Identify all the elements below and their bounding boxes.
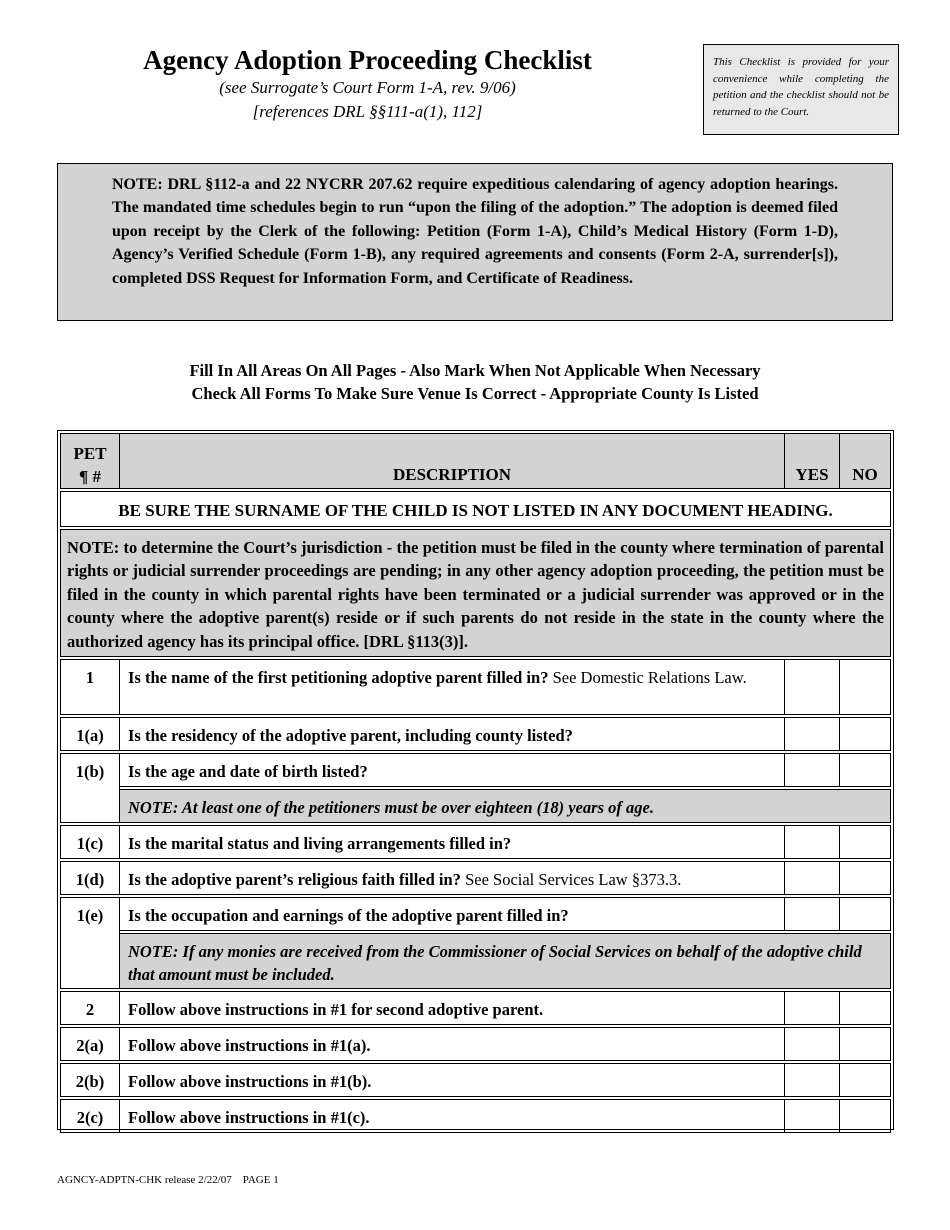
row-number: 1(a) xyxy=(60,717,120,751)
note-row xyxy=(60,933,891,989)
row-question: Is the age and date of birth listed? xyxy=(128,762,368,781)
table-row xyxy=(60,753,891,787)
note-row xyxy=(60,789,891,823)
no-checkbox[interactable] xyxy=(840,991,891,1025)
no-checkbox[interactable] xyxy=(840,717,891,751)
statute-reference: [references DRL §§111-a(1), 112] xyxy=(252,102,483,121)
convenience-notice-box: This Checklist is provided for your convenience while completing the petition and the checklist should not be returned to the Court. xyxy=(703,44,899,135)
table-row xyxy=(60,991,891,1025)
monies-note: NOTE: If any monies are received from the Commissioner of Social Services on behalf of the adoptive child that amount must be included. xyxy=(120,933,891,989)
header-yes: YES xyxy=(785,433,840,489)
jurisdiction-note-row xyxy=(60,529,891,657)
yes-checkbox[interactable] xyxy=(785,1027,840,1061)
row-reference: See Domestic Relations Law. xyxy=(548,668,747,687)
no-checkbox[interactable] xyxy=(840,1099,891,1133)
row-question: Is the occupation and earnings of the adoptive parent filled in? xyxy=(128,906,569,925)
row-number: 1(e) xyxy=(60,897,120,989)
page-title: Agency Adoption Proceeding Checklist xyxy=(143,45,592,75)
surname-warning: BE SURE THE SURNAME OF THE CHILD IS NOT LISTED IN ANY DOCUMENT HEADING. xyxy=(60,491,891,527)
table-row xyxy=(60,861,891,895)
row-number: 1 xyxy=(60,659,120,715)
checklist-table-frame xyxy=(57,430,894,1130)
row-description xyxy=(120,1063,785,1097)
row-number: 2(c) xyxy=(60,1099,120,1133)
row-description xyxy=(120,1099,785,1133)
no-checkbox[interactable] xyxy=(840,861,891,895)
row-description xyxy=(120,753,785,787)
table-row xyxy=(60,825,891,859)
page-footer: AGNCY-ADPTN-CHK release 2/22/07 PAGE 1 xyxy=(57,1174,279,1186)
instruction-line-1: Fill In All Areas On All Pages - Also Mark When Not Applicable When Necessary xyxy=(189,361,761,380)
row-description xyxy=(120,825,785,859)
yes-checkbox[interactable] xyxy=(785,717,840,751)
row-question: Follow above instructions in #1(b). xyxy=(128,1072,372,1091)
instruction-line-2: Check All Forms To Make Sure Venue Is Correct - Appropriate County Is Listed xyxy=(191,384,759,403)
jurisdiction-note: NOTE: to determine the Court’s jurisdiction - the petition must be filed in the county where termination of parental rights or judicial surrender proceedings are pending; in any other agency adoption proceeding, the petition must be filed in the county in which parental rights have been terminated or a judicial surrender was approved or in the county where the adoptive parent(s) reside or if such parents do not reside in the state in the county where the authorized agency has its principal office. [DRL §113(3)]. xyxy=(60,529,891,657)
row-number: 2(a) xyxy=(60,1027,120,1061)
row-description xyxy=(120,897,785,931)
table-row xyxy=(60,1027,891,1061)
no-checkbox[interactable] xyxy=(840,897,891,931)
row-description xyxy=(120,717,785,751)
no-checkbox[interactable] xyxy=(840,825,891,859)
row-reference: See Social Services Law §373.3. xyxy=(460,870,682,889)
table-row xyxy=(60,1099,891,1133)
no-checkbox[interactable] xyxy=(840,1063,891,1097)
row-number: 2 xyxy=(60,991,120,1025)
table-row xyxy=(60,659,891,715)
age-note: NOTE: At least one of the petitioners must be over eighteen (18) years of age. xyxy=(120,789,891,823)
row-description xyxy=(120,1027,785,1061)
no-checkbox[interactable] xyxy=(840,753,891,787)
yes-checkbox[interactable] xyxy=(785,753,840,787)
header-description: DESCRIPTION xyxy=(120,433,785,489)
row-number: 2(b) xyxy=(60,1063,120,1097)
row-question: Is the marital status and living arrangements filled in? xyxy=(128,834,512,853)
row-question: Is the name of the first petitioning adoptive parent filled in? xyxy=(128,668,549,687)
table-row xyxy=(60,717,891,751)
table-row xyxy=(60,897,891,931)
row-description xyxy=(120,991,785,1025)
row-description xyxy=(120,861,785,895)
row-number: 1(b) xyxy=(60,753,120,823)
surname-warning-row xyxy=(60,491,891,527)
header-paragraph-label: ¶ # xyxy=(79,467,101,486)
form-reference: (see Surrogate’s Court Form 1-A, rev. 9/06) xyxy=(219,78,516,97)
table-header-row xyxy=(60,433,891,489)
yes-checkbox[interactable] xyxy=(785,1063,840,1097)
row-description xyxy=(120,659,785,715)
row-question: Follow above instructions in #1(c). xyxy=(128,1108,370,1127)
no-checkbox[interactable] xyxy=(840,1027,891,1061)
yes-checkbox[interactable] xyxy=(785,991,840,1025)
filing-note-box: NOTE: DRL §112-a and 22 NYCRR 207.62 require expeditious calendaring of agency adoption hearings. The mandated time schedules begin to run “upon the filing of the adoption.” The adoption is deemed filed upon receipt by the Clerk of the following: Petition (Form 1-A), Child’s Medical History (Form 1-D), Agency’s Verified Schedule (Form 1-B), any required agreements and consents (Form 2-A, surrender[s]), completed DSS Request for Information Form, and Certificate of Readiness. xyxy=(57,163,893,321)
row-number: 1(c) xyxy=(60,825,120,859)
yes-checkbox[interactable] xyxy=(785,861,840,895)
no-checkbox[interactable] xyxy=(840,659,891,715)
yes-checkbox[interactable] xyxy=(785,659,840,715)
row-question: Is the adoptive parent’s religious faith filled in? xyxy=(128,870,461,889)
row-question: Follow above instructions in #1 for second adoptive parent. xyxy=(128,1000,544,1019)
row-question: Follow above instructions in #1(a). xyxy=(128,1036,371,1055)
yes-checkbox[interactable] xyxy=(785,1099,840,1133)
header-pet-label: PET xyxy=(73,444,107,463)
header-pet-number xyxy=(60,433,120,489)
checklist-table xyxy=(60,431,891,1135)
yes-checkbox[interactable] xyxy=(785,897,840,931)
table-row xyxy=(60,1063,891,1097)
header-no: NO xyxy=(840,433,891,489)
row-number: 1(d) xyxy=(60,861,120,895)
yes-checkbox[interactable] xyxy=(785,825,840,859)
row-question: Is the residency of the adoptive parent, including county listed? xyxy=(128,726,573,745)
